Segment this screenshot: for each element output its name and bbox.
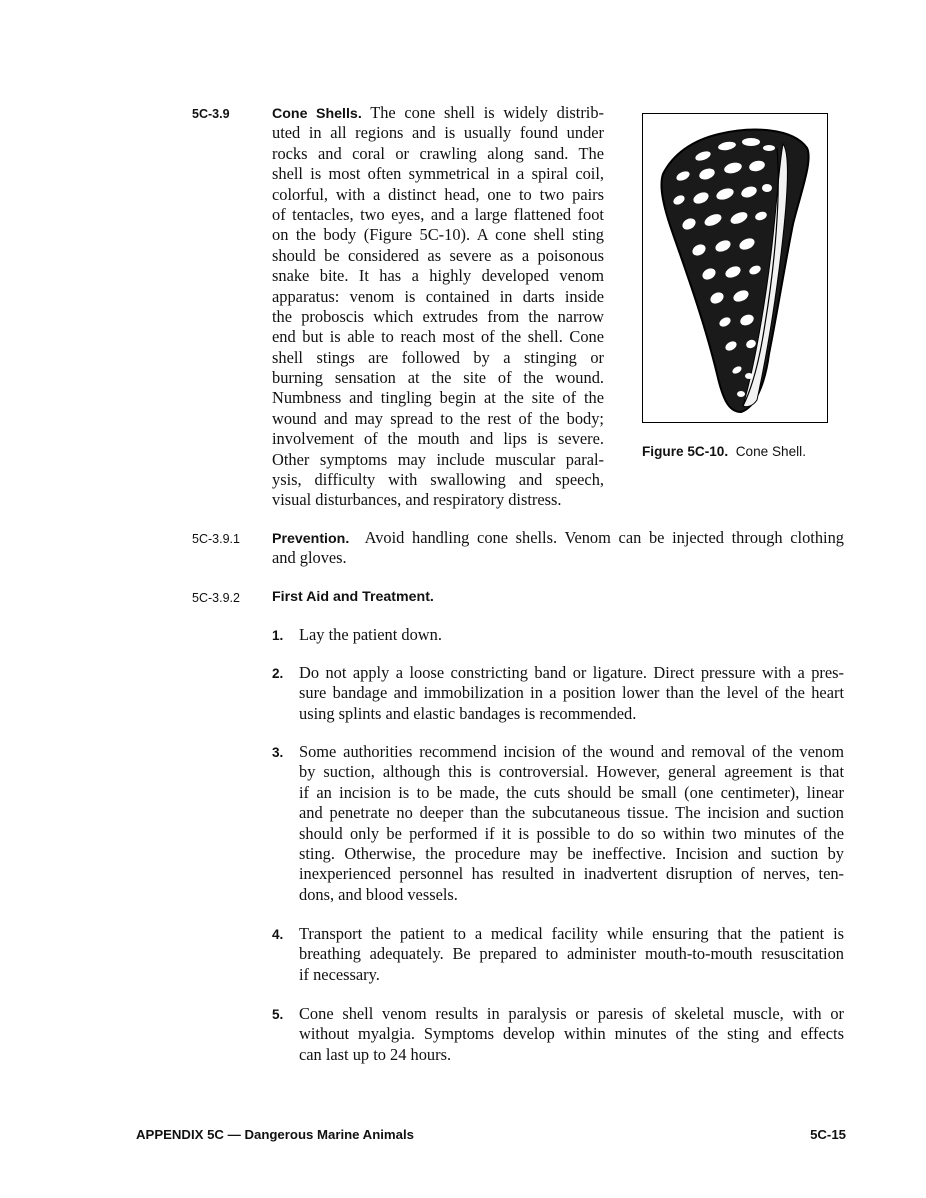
section-line: end but is able to reach most of the shell. Cone	[272, 327, 604, 347]
list-item-line: dons, and blood vessels.	[299, 884, 458, 904]
list-item-number: 4.	[272, 927, 284, 942]
list-item	[299, 663, 844, 724]
list-item-line: inexperienced personnel has resulted in inadvertent disruption of nerves, ten-	[299, 864, 844, 884]
section-line: the proboscis which extrudes from the narrow	[272, 306, 604, 326]
figure-caption	[642, 444, 806, 459]
figure-caption-text: Cone Shell.	[735, 444, 806, 459]
list-item-line: Transport the patient to a medical facility while ensuring that the patient is	[299, 924, 844, 943]
prevention-line: Prevention. Avoid handling cone shells. Venom can be injected through clothing	[272, 528, 844, 547]
section-line: uted in all regions and is usually found under	[272, 123, 604, 143]
list-item	[299, 1004, 844, 1065]
list-item-line: Cone shell venom results in paralysis or paresis of skeletal muscle, with or	[299, 1004, 844, 1023]
list-item-line: if necessary.	[299, 964, 380, 984]
first-aid-heading: First Aid and Treatment.	[272, 589, 434, 605]
prevention-body	[272, 528, 844, 569]
list-item-number: 1.	[272, 628, 284, 643]
section-line: Other symptoms may include muscular paral-	[272, 449, 604, 469]
list-item-line: using splints and elastic bandages is recommended.	[299, 703, 637, 723]
section-line: rocks and coral or crawling along sand. The	[272, 143, 604, 163]
section-line: shell stings are followed by a stinging or	[272, 347, 604, 367]
section-line: involvement of the mouth and lips is severe.	[272, 429, 604, 449]
list-item-line: can last up to 24 hours.	[299, 1044, 452, 1064]
section-line: shell is most often symmetrical in a spiral coil,	[272, 164, 604, 184]
list-item-line: if an incision is to be made, the cuts should be small (one centimeter), linear	[299, 782, 844, 802]
list-item-number: 2.	[272, 666, 284, 681]
prevention-heading: Prevention.	[272, 531, 350, 547]
section-line: apparatus: venom is contained in darts inside	[272, 286, 604, 306]
section-line: burning sensation at the site of the wound.	[272, 368, 604, 388]
list-item-line: without myalgia. Symptoms develop within minutes of the sting and effects	[299, 1024, 844, 1044]
list-item-line: should only be performed if it is possible to do so within two minutes of the	[299, 823, 844, 843]
list-item-line: by suction, although this is controversial. However, general agreement is that	[299, 762, 844, 782]
list-item-number: 3.	[272, 745, 284, 760]
first-aid-number: 5C-3.9.2	[192, 591, 240, 605]
list-item-line: Do not apply a loose constricting band or ligature. Direct pressure with a pres-	[299, 663, 844, 682]
list-item-line: Some authorities recommend incision of the wound and removal of the venom	[299, 742, 844, 761]
list-item-line: breathing adequately. Be prepared to administer mouth-to-mouth resuscitation	[299, 944, 844, 964]
section-line: Numbness and tingling begin at the site of the	[272, 388, 604, 408]
list-item-line: sting. Otherwise, the procedure may be ineffective. Incision and suction by	[299, 843, 844, 863]
section-body	[272, 103, 604, 511]
figure-frame	[642, 113, 828, 423]
list-item	[299, 742, 844, 905]
section-line: should be considered as severe as a poisonous	[272, 245, 604, 265]
figure-label: Figure 5C-10.	[642, 444, 729, 459]
section-line: ysis, difficulty with swallowing and speech,	[272, 470, 604, 490]
section-line: on the body (Figure 5C-10). A cone shell sting	[272, 225, 604, 245]
section-line: Cone Shells. The cone shell is widely distrib-	[272, 103, 604, 122]
list-item	[299, 625, 844, 645]
list-item	[299, 924, 844, 985]
section-number: 5C-3.9	[192, 107, 230, 121]
cone-shell-illustration	[643, 114, 827, 422]
list-item-number: 5.	[272, 1007, 284, 1022]
section-line: colorful, with a distinct head, one to two pairs	[272, 184, 604, 204]
list-item-line: and penetrate no deeper than the subcutaneous tissue. The incision and suction	[299, 803, 844, 823]
list-item-line: Lay the patient down.	[299, 625, 442, 644]
prevention-line: and gloves.	[272, 548, 347, 568]
section-line: snake bite. It has a highly developed venom	[272, 266, 604, 286]
section-line: of tentacles, two eyes, and a large flattened foot	[272, 204, 604, 224]
page-number: 5C-15	[810, 1127, 846, 1142]
prevention-number: 5C-3.9.1	[192, 532, 240, 546]
section-heading: Cone Shells.	[272, 106, 362, 122]
section-line: visual disturbances, and respiratory distress.	[272, 490, 562, 510]
list-item-line: sure bandage and immobilization in a position lower than the level of the heart	[299, 683, 844, 703]
section-line: wound and may spread to the rest of the body;	[272, 408, 604, 428]
footer-title: APPENDIX 5C — Dangerous Marine Animals	[136, 1127, 414, 1142]
